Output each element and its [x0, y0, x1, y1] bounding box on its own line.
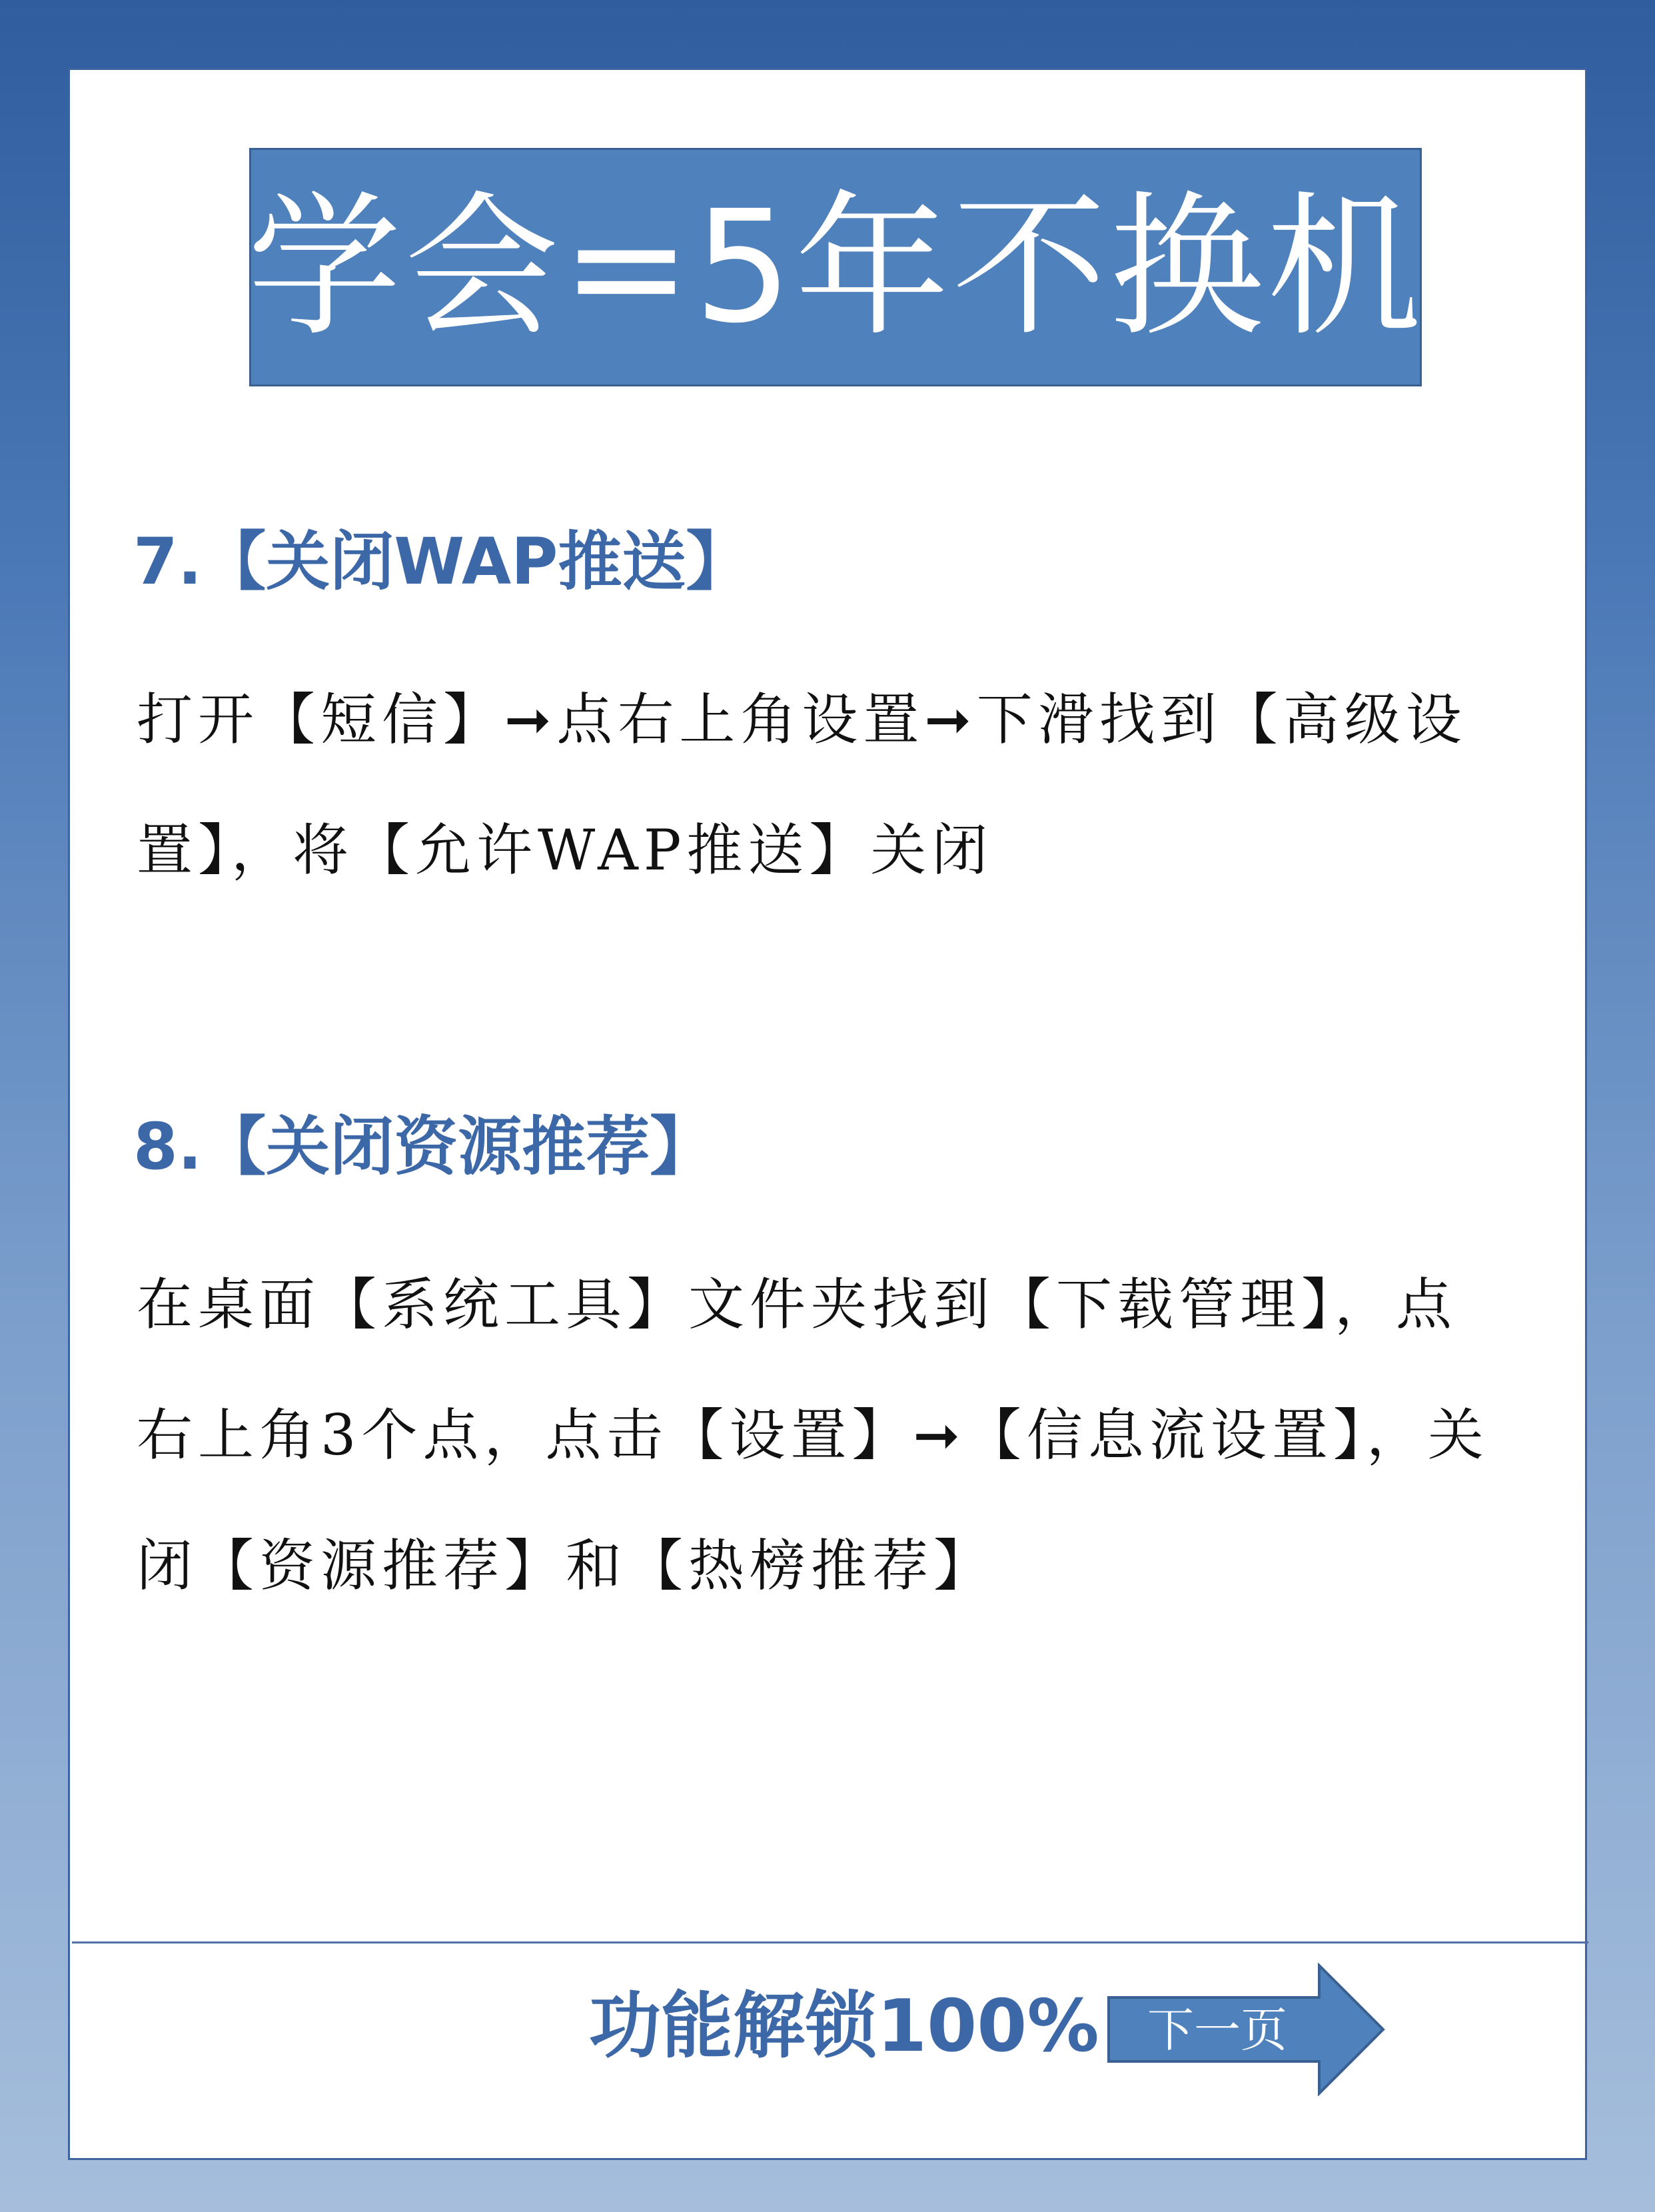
body-line: 在桌面【系统工具】文件夹找到【下载管理】，点	[137, 1272, 1458, 1337]
next-page-button[interactable]	[1106, 1963, 1386, 2096]
body-line: 打开【短信】➞点右上角设置➞下滑找到【高级设	[137, 687, 1467, 752]
next-page-label: 下一页	[1147, 2003, 1287, 2057]
title-banner	[249, 148, 1422, 386]
section-heading-7: 7.【关闭WAP推送】	[133, 524, 750, 599]
body-line: 右上角3个点，点击【设置】➞【信息流设置】，关	[137, 1402, 1489, 1468]
footer-tagline: 功能解锁100%	[589, 1985, 1099, 2068]
body-line: 置】，将【允许WAP推送】关闭	[137, 818, 993, 883]
section-heading-8: 8.【关闭资源推荐】	[133, 1109, 714, 1184]
footer-divider	[72, 1941, 1588, 1943]
section-body-8	[137, 1239, 1569, 1631]
page-title: 学会=5年不换机	[247, 177, 1424, 357]
body-line: 闭【资源推荐】和【热榜推荐】	[137, 1533, 995, 1598]
section-body-7	[137, 654, 1569, 915]
